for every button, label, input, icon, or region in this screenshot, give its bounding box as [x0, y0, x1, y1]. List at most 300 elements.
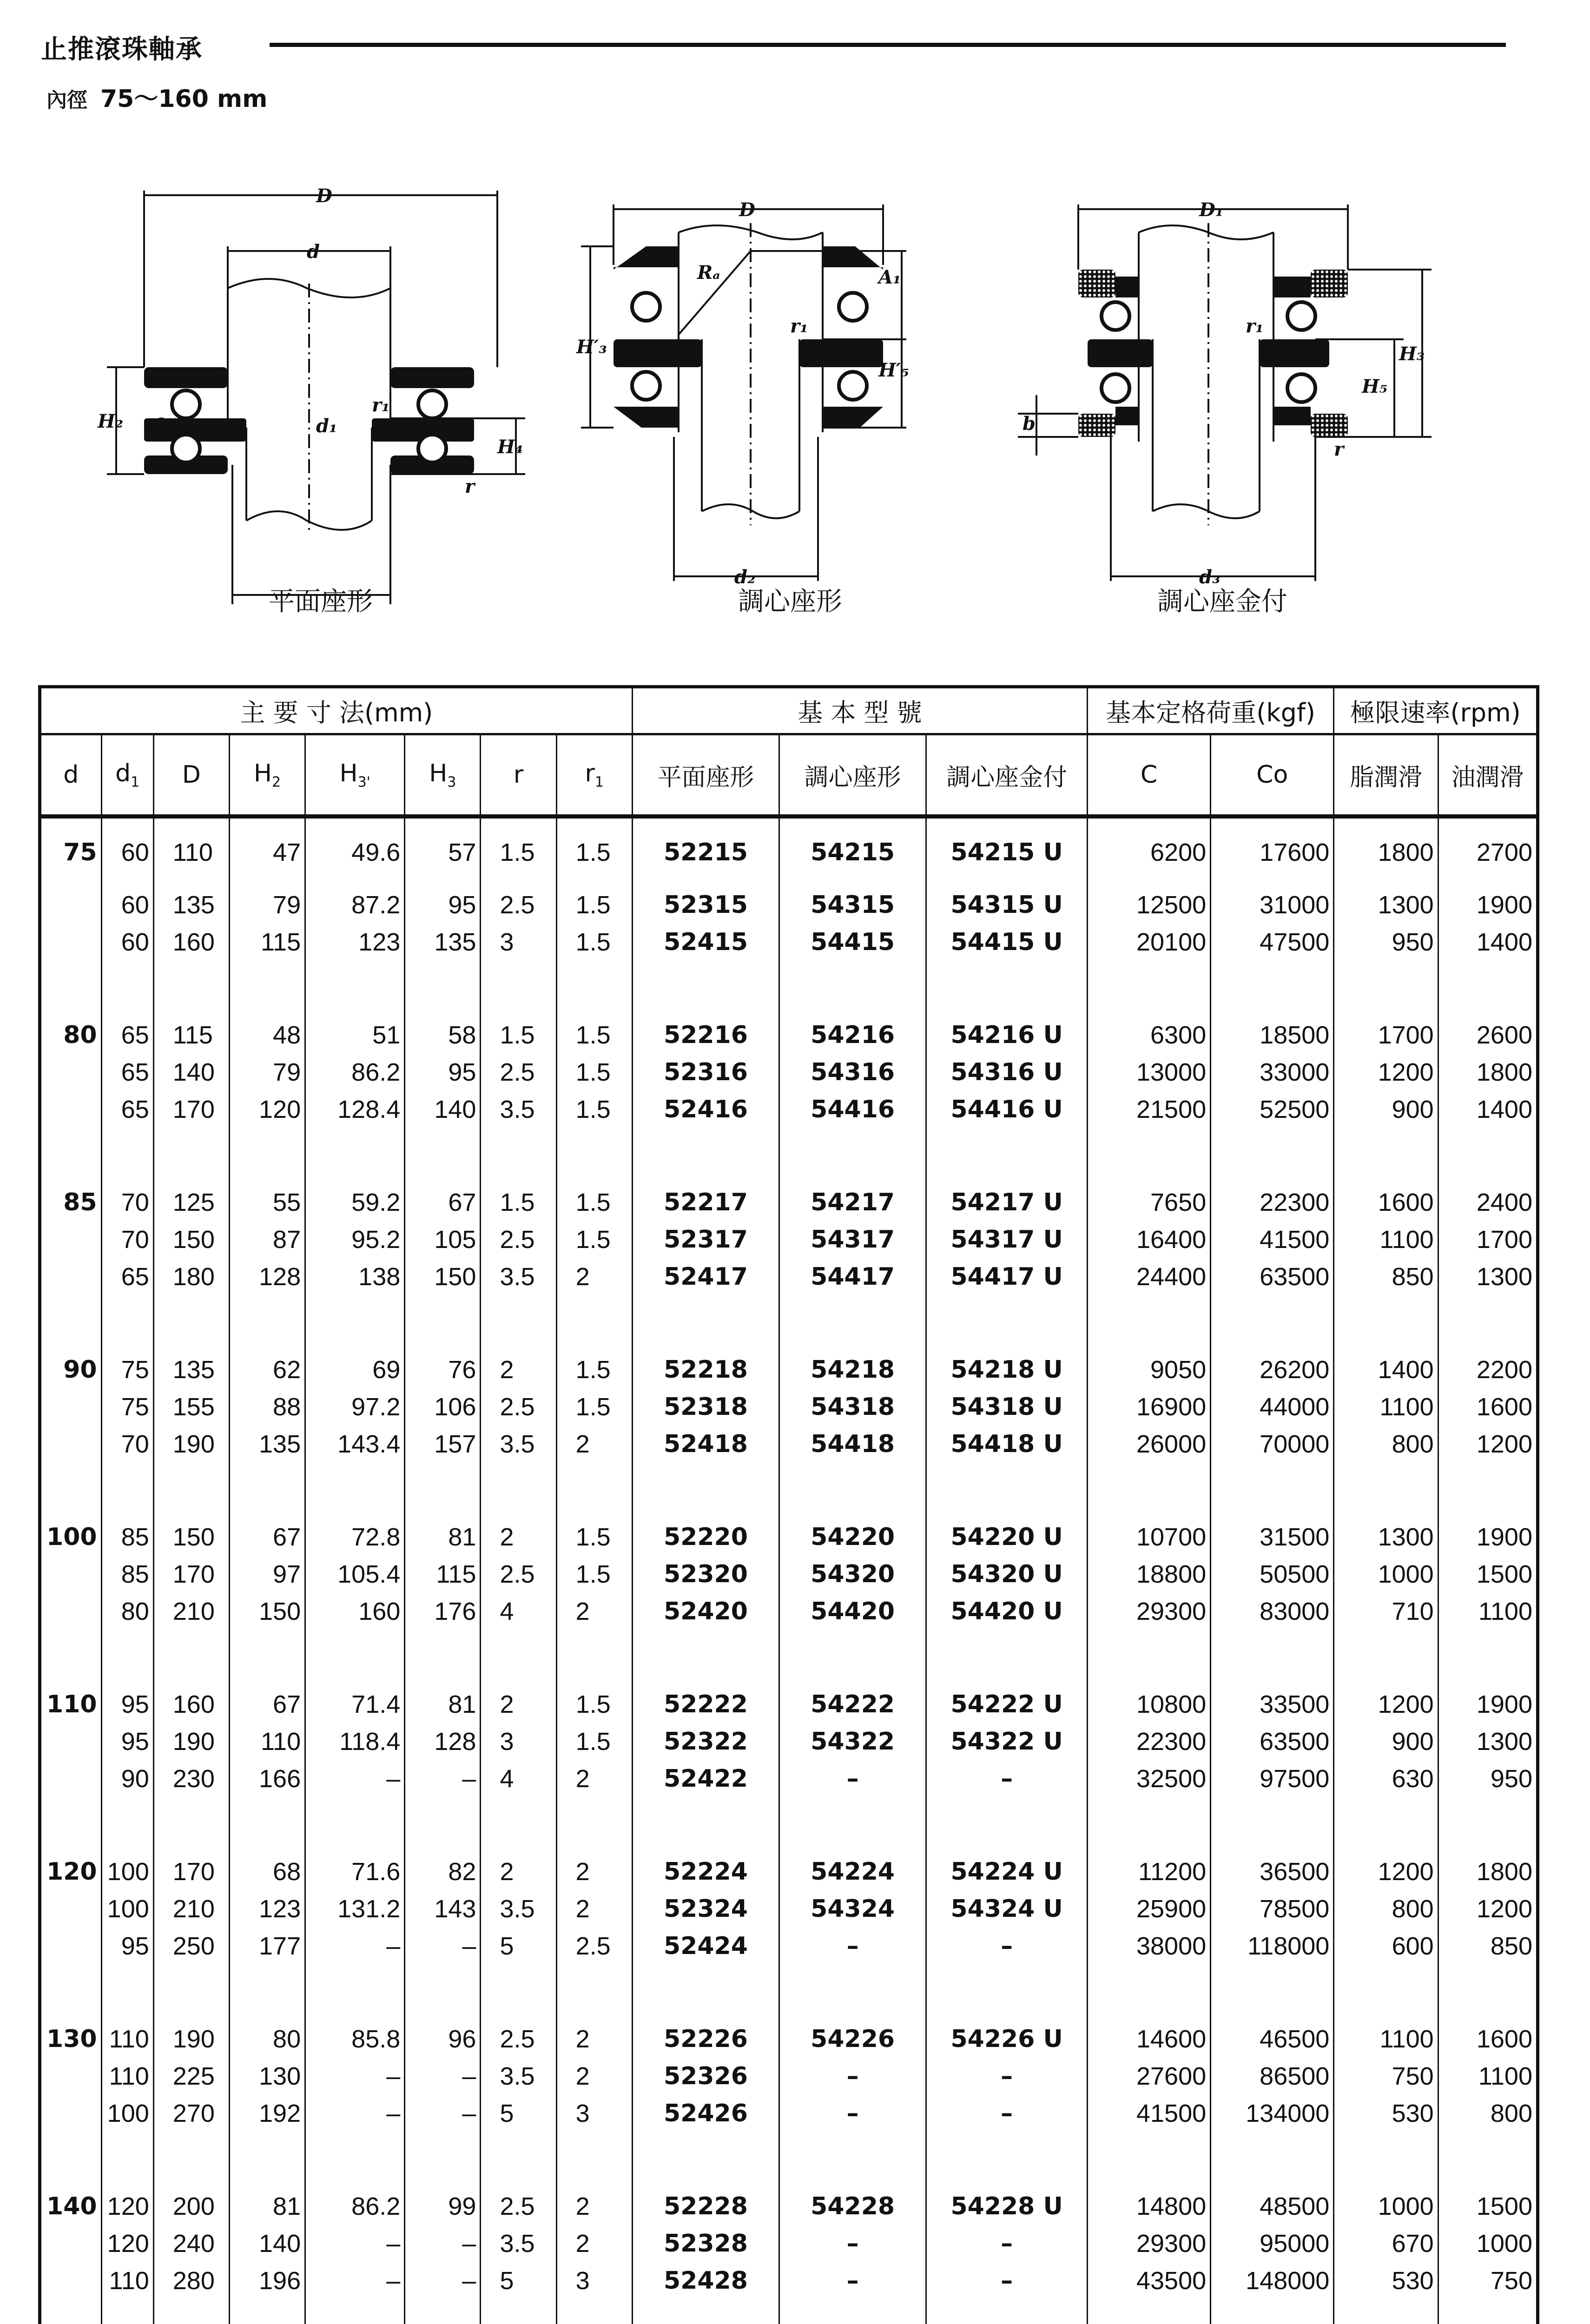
dim-label-D1: D₁ — [1199, 199, 1224, 221]
cell-load-C: 10800 — [1087, 1686, 1210, 1723]
table-row — [40, 2020, 1538, 2058]
cell-r: 1.5 — [481, 817, 556, 886]
cell-load-C: 27600 — [1087, 2058, 1210, 2095]
table-row — [40, 1928, 1538, 1965]
cell-speed-grease: 1100 — [1334, 1221, 1438, 1258]
cell-model-aligning: 54322 — [779, 1723, 926, 1760]
cell-model-flat: 52317 — [632, 1221, 779, 1258]
cell-model-aligning: 54228 — [779, 2188, 926, 2225]
cell-model-flat: 52228 — [632, 2188, 779, 2225]
table-row — [40, 1426, 1538, 1463]
group-spacer — [40, 1965, 1538, 2020]
cell-D: 160 — [153, 1686, 229, 1723]
cell-load-Co: 118000 — [1211, 1928, 1334, 1965]
cell-speed-oil: 1800 — [1438, 1853, 1537, 1890]
cell-r1: 1.5 — [556, 886, 632, 924]
cell-speed-grease: 1200 — [1334, 1054, 1438, 1091]
cell-H3-prime: 86.2 — [305, 1054, 405, 1091]
group-header-dimensions: 主 要 寸 法(mm) — [40, 687, 633, 734]
table-row — [40, 2262, 1538, 2299]
group-spacer — [40, 1463, 1538, 1519]
cell-model-aligning: 54217 — [779, 1184, 926, 1221]
cell-load-Co: 134000 — [1211, 2095, 1334, 2132]
cell-load-C: 10700 — [1087, 1519, 1210, 1556]
cell-D: 135 — [153, 1351, 229, 1388]
cell-model-aligning: 54317 — [779, 1221, 926, 1258]
cell-load-C: 11200 — [1087, 1853, 1210, 1890]
cell-d1: 100 — [101, 1853, 153, 1890]
dim-label-d: d — [307, 241, 320, 263]
cell-load-C: 16400 — [1087, 1221, 1210, 1258]
table-row — [40, 1388, 1538, 1426]
diagram-caption: 調心座金付 — [1157, 587, 1287, 617]
cell-H3-prime: 49.6 — [305, 817, 405, 886]
diagram-flat-seat — [98, 177, 530, 618]
cell-r: 3.5 — [481, 1091, 556, 1128]
cell-H2: 123 — [229, 1890, 305, 1928]
cell-model-flat: 52424 — [632, 1928, 779, 1965]
table-row — [40, 1723, 1538, 1760]
cell-r1: 2 — [556, 2020, 632, 2058]
cell-model-washer: 54316 U — [926, 1054, 1088, 1091]
cell-r: 4 — [481, 1593, 556, 1630]
cell-D: 160 — [153, 924, 229, 961]
cell-r: 1.5 — [481, 1184, 556, 1221]
dim-label-H2: H₂ — [98, 410, 124, 432]
diagram-caption: 調心座形 — [738, 587, 842, 617]
cell-model-aligning: – — [779, 2225, 926, 2262]
cell-H3-prime: 97.2 — [305, 1388, 405, 1426]
cell-d: 80 — [40, 1017, 102, 1054]
cell-d1: 70 — [101, 1426, 153, 1463]
dim-label-r1: r₁ — [372, 394, 390, 416]
cell-speed-oil: 1900 — [1438, 1519, 1537, 1556]
cell-D: 140 — [153, 1054, 229, 1091]
col-oil: 油潤滑 — [1438, 734, 1537, 817]
cell-d — [40, 1890, 102, 1928]
cell-H3: 140 — [405, 1091, 481, 1128]
cell-r: 3.5 — [481, 2058, 556, 2095]
cell-speed-oil: 2700 — [1438, 817, 1537, 886]
cell-H3: – — [405, 2262, 481, 2299]
cell-r1: 1.5 — [556, 1351, 632, 1388]
cell-model-aligning: 54216 — [779, 1017, 926, 1054]
table-row — [40, 1091, 1538, 1128]
cell-H2: 196 — [229, 2262, 305, 2299]
cell-load-Co: 95000 — [1211, 2225, 1334, 2262]
cell-r1: 2 — [556, 1853, 632, 1890]
cell-H2: 67 — [229, 1686, 305, 1723]
cell-H3-prime: – — [305, 1928, 405, 1965]
cell-model-washer: – — [926, 1760, 1088, 1797]
dim-label-d2: d₂ — [734, 566, 756, 588]
cell-load-Co: 22300 — [1211, 1184, 1334, 1221]
table-row — [40, 1853, 1538, 1890]
cell-speed-grease: 710 — [1334, 1593, 1438, 1630]
cell-d — [40, 1054, 102, 1091]
cell-d1: 90 — [101, 1760, 153, 1797]
table-row — [40, 1258, 1538, 1295]
cell-H3-prime: – — [305, 1760, 405, 1797]
table-row — [40, 2225, 1538, 2262]
cell-speed-oil: 1200 — [1438, 1426, 1537, 1463]
cell-d — [40, 2225, 102, 2262]
cell-H3-prime: 128.4 — [305, 1091, 405, 1128]
cell-H3-prime: 69 — [305, 1351, 405, 1388]
cell-load-C: 20100 — [1087, 924, 1210, 961]
cell-H3-prime: – — [305, 2262, 405, 2299]
table-row — [40, 1017, 1538, 1054]
cell-H2: 140 — [229, 2225, 305, 2262]
cell-D: 110 — [153, 817, 229, 886]
cell-d1: 85 — [101, 1556, 153, 1593]
cell-r1: 1.5 — [556, 1017, 632, 1054]
cell-d: 120 — [40, 1853, 102, 1890]
col-d: d — [40, 734, 102, 817]
cell-d1: 110 — [101, 2262, 153, 2299]
cell-model-washer: 54215 U — [926, 817, 1088, 886]
cell-model-aligning: 54320 — [779, 1556, 926, 1593]
cell-model-aligning: 54315 — [779, 886, 926, 924]
cell-model-flat: 52417 — [632, 1258, 779, 1295]
cell-model-washer: 54415 U — [926, 924, 1088, 961]
cell-d — [40, 1258, 102, 1295]
flat-seat-drawing — [98, 177, 530, 539]
cell-H2: 87 — [229, 1221, 305, 1258]
cell-r1: 2.5 — [556, 1928, 632, 1965]
cell-H3: 115 — [405, 1556, 481, 1593]
cell-speed-oil: 1300 — [1438, 1258, 1537, 1295]
cell-speed-oil: 1000 — [1438, 2225, 1537, 2262]
cell-d — [40, 1760, 102, 1797]
cell-load-C: 6200 — [1087, 817, 1210, 886]
cell-load-Co: 33000 — [1211, 1054, 1334, 1091]
cell-H2: 68 — [229, 1853, 305, 1890]
cell-model-flat: 52226 — [632, 2020, 779, 2058]
cell-d — [40, 1723, 102, 1760]
cell-speed-grease: 1800 — [1334, 817, 1438, 886]
dim-label-a: a — [153, 410, 165, 432]
cell-model-flat: 52224 — [632, 1853, 779, 1890]
cell-r: 3.5 — [481, 2225, 556, 2262]
table-row — [40, 1184, 1538, 1221]
cell-model-washer: 54224 U — [926, 1853, 1088, 1890]
col-r1: $r_1$ — [556, 734, 632, 817]
cell-r1: 3 — [556, 2095, 632, 2132]
cell-d — [40, 2262, 102, 2299]
cell-load-C: 16900 — [1087, 1388, 1210, 1426]
col-D: D — [153, 734, 229, 817]
cell-r: 5 — [481, 1928, 556, 1965]
cell-speed-grease: 670 — [1334, 2225, 1438, 2262]
cell-r: 3.5 — [481, 1890, 556, 1928]
table-row — [40, 1760, 1538, 1797]
cell-r: 2 — [481, 1351, 556, 1388]
cell-H3: 176 — [405, 1593, 481, 1630]
cell-d: 100 — [40, 1519, 102, 1556]
cell-d1: 95 — [101, 1723, 153, 1760]
cell-model-flat: 52318 — [632, 1388, 779, 1426]
cell-D: 150 — [153, 1519, 229, 1556]
cell-H3: 95 — [405, 1054, 481, 1091]
dim-label-r1: r₁ — [1246, 315, 1264, 337]
group-header-speed: 極限速率(rpm) — [1334, 687, 1538, 734]
cell-d1: 65 — [101, 1054, 153, 1091]
cell-H3: 128 — [405, 1723, 481, 1760]
cell-model-washer: 54220 U — [926, 1519, 1088, 1556]
cell-d — [40, 886, 102, 924]
cell-H3: 76 — [405, 1351, 481, 1388]
cell-D: 155 — [153, 1388, 229, 1426]
cell-H3: 57 — [405, 817, 481, 886]
cell-r1: 2 — [556, 1760, 632, 1797]
cell-r1: 1.5 — [556, 924, 632, 961]
cell-H3: – — [405, 1928, 481, 1965]
cell-model-aligning: – — [779, 2095, 926, 2132]
cell-d — [40, 1426, 102, 1463]
cell-D: 210 — [153, 1890, 229, 1928]
group-header-model: 基 本 型 號 — [632, 687, 1087, 734]
cell-r1: 2 — [556, 1890, 632, 1928]
cell-model-aligning: 54224 — [779, 1853, 926, 1890]
group-header-load: 基本定格荷重(kgf) — [1087, 687, 1333, 734]
table-row — [40, 2058, 1538, 2095]
page-title: 止推滾珠軸承 — [41, 34, 203, 65]
cell-H2: 97 — [229, 1556, 305, 1593]
cell-r: 2 — [481, 1686, 556, 1723]
cell-model-washer: 54218 U — [926, 1351, 1088, 1388]
cell-model-aligning: 54318 — [779, 1388, 926, 1426]
cell-H3-prime: 71.6 — [305, 1853, 405, 1890]
cell-load-Co: 31000 — [1211, 886, 1334, 924]
cell-load-Co: 44000 — [1211, 1388, 1334, 1426]
cell-model-washer: – — [926, 2262, 1088, 2299]
cell-model-aligning: 54420 — [779, 1593, 926, 1630]
cell-D: 180 — [153, 1258, 229, 1295]
cell-model-flat: 52218 — [632, 1351, 779, 1388]
cell-model-aligning: 54220 — [779, 1519, 926, 1556]
cell-H3: – — [405, 1760, 481, 1797]
cell-load-Co: 26200 — [1211, 1351, 1334, 1388]
cell-speed-grease: 950 — [1334, 924, 1438, 961]
group-spacer — [40, 1128, 1538, 1184]
cell-d: 75 — [40, 817, 102, 886]
cell-model-aligning: – — [779, 2058, 926, 2095]
cell-load-Co: 41500 — [1211, 1221, 1334, 1258]
table-row — [40, 2188, 1538, 2225]
cell-load-C: 25900 — [1087, 1890, 1210, 1928]
cell-H3: – — [405, 2095, 481, 2132]
cell-D: 125 — [153, 1184, 229, 1221]
cell-speed-oil: 950 — [1438, 1760, 1537, 1797]
group-spacer — [40, 1295, 1538, 1351]
cell-r: 4 — [481, 1760, 556, 1797]
cell-model-flat: 52316 — [632, 1054, 779, 1091]
cell-speed-grease: 600 — [1334, 1928, 1438, 1965]
cell-speed-grease: 530 — [1334, 2095, 1438, 2132]
group-header-row — [40, 687, 1538, 734]
cell-r1: 1.5 — [556, 1556, 632, 1593]
cell-load-Co: 52500 — [1211, 1091, 1334, 1128]
cell-speed-grease: 800 — [1334, 1890, 1438, 1928]
cell-speed-oil: 2600 — [1438, 1017, 1537, 1054]
cell-H2: 166 — [229, 1760, 305, 1797]
cell-load-C: 29300 — [1087, 1593, 1210, 1630]
cell-model-washer: 54317 U — [926, 1221, 1088, 1258]
aligning-seat-washer-drawing — [1013, 177, 1432, 588]
cell-H3: 58 — [405, 1017, 481, 1054]
cell-r: 2 — [481, 1853, 556, 1890]
cell-H3-prime: 85.8 — [305, 2020, 405, 2058]
cell-load-Co: 63500 — [1211, 1258, 1334, 1295]
cell-H2: 135 — [229, 1426, 305, 1463]
table-row — [40, 1351, 1538, 1388]
cell-H2: 120 — [229, 1091, 305, 1128]
cell-speed-oil: 1900 — [1438, 1686, 1537, 1723]
cell-speed-grease: 630 — [1334, 1760, 1438, 1797]
cell-D: 170 — [153, 1091, 229, 1128]
cell-load-Co: 46500 — [1211, 2020, 1334, 2058]
cell-load-Co: 86500 — [1211, 2058, 1334, 2095]
cell-d1: 85 — [101, 1519, 153, 1556]
cell-model-aligning: 54324 — [779, 1890, 926, 1928]
cell-r1: 1.5 — [556, 817, 632, 886]
cell-speed-oil: 850 — [1438, 1928, 1537, 1965]
cell-r1: 2 — [556, 1426, 632, 1463]
cell-r: 2.5 — [481, 886, 556, 924]
cell-H3-prime: 138 — [305, 1258, 405, 1295]
dim-label-A1: A₁ — [878, 266, 901, 288]
cell-H2: 150 — [229, 1593, 305, 1630]
cell-D: 280 — [153, 2262, 229, 2299]
cell-r1: 1.5 — [556, 1686, 632, 1723]
cell-d1: 65 — [101, 1017, 153, 1054]
table-row — [40, 1686, 1538, 1723]
cell-speed-grease: 530 — [1334, 2262, 1438, 2299]
cell-model-washer: 54324 U — [926, 1890, 1088, 1928]
cell-H3-prime: 105.4 — [305, 1556, 405, 1593]
bore-range — [46, 79, 267, 114]
cell-d1: 100 — [101, 1890, 153, 1928]
cell-speed-grease: 900 — [1334, 1723, 1438, 1760]
col-Co: Co — [1211, 734, 1334, 817]
cell-load-Co: 18500 — [1211, 1017, 1334, 1054]
col-H3: $H_3$ — [405, 734, 481, 817]
cell-H3-prime: – — [305, 2225, 405, 2262]
col-aligning-seat: 調心座形 — [779, 734, 926, 817]
cell-H2: 130 — [229, 2058, 305, 2095]
table-row — [40, 817, 1538, 886]
cell-d — [40, 1388, 102, 1426]
cell-d1: 95 — [101, 1686, 153, 1723]
cell-load-C: 6300 — [1087, 1017, 1210, 1054]
cell-r: 1.5 — [481, 1017, 556, 1054]
cell-model-aligning: 54218 — [779, 1351, 926, 1388]
cell-load-Co: 78500 — [1211, 1890, 1334, 1928]
cell-d1: 60 — [101, 886, 153, 924]
dim-label-D: D — [316, 185, 332, 207]
cell-d: 85 — [40, 1184, 102, 1221]
cell-H2: 55 — [229, 1184, 305, 1221]
cell-load-C: 43500 — [1087, 2262, 1210, 2299]
cell-model-flat: 52322 — [632, 1723, 779, 1760]
cell-d: 140 — [40, 2188, 102, 2225]
col-grease: 脂潤滑 — [1334, 734, 1438, 817]
cell-speed-grease: 750 — [1334, 2058, 1438, 2095]
cell-load-C: 14800 — [1087, 2188, 1210, 2225]
cell-H3: 95 — [405, 886, 481, 924]
cell-D: 225 — [153, 2058, 229, 2095]
cell-H3-prime: 71.4 — [305, 1686, 405, 1723]
cell-r1: 1.5 — [556, 1388, 632, 1426]
cell-model-flat: 52428 — [632, 2262, 779, 2299]
bore-range-label: 內徑 — [46, 88, 87, 112]
cell-D: 250 — [153, 1928, 229, 1965]
cell-H3-prime: 131.2 — [305, 1890, 405, 1928]
cell-model-washer: 54217 U — [926, 1184, 1088, 1221]
cell-H3-prime: 72.8 — [305, 1519, 405, 1556]
cell-H2: 115 — [229, 924, 305, 961]
dim-label-D: D — [739, 199, 755, 221]
cell-speed-grease: 1300 — [1334, 1519, 1438, 1556]
cell-r: 3.5 — [481, 1258, 556, 1295]
cell-load-C: 9050 — [1087, 1351, 1210, 1388]
cell-H3: 81 — [405, 1519, 481, 1556]
cell-d — [40, 1928, 102, 1965]
cell-H3: 67 — [405, 1184, 481, 1221]
cell-d1: 70 — [101, 1184, 153, 1221]
cell-model-flat: 52324 — [632, 1890, 779, 1928]
cell-model-flat: 52415 — [632, 924, 779, 961]
cell-speed-grease: 1100 — [1334, 2020, 1438, 2058]
cell-d1: 65 — [101, 1091, 153, 1128]
cell-load-C: 38000 — [1087, 1928, 1210, 1965]
cell-d1: 120 — [101, 2188, 153, 2225]
diagram-aligning-seat — [576, 177, 999, 618]
cell-speed-oil: 1100 — [1438, 1593, 1537, 1630]
cell-H3: 99 — [405, 2188, 481, 2225]
cell-model-flat: 52420 — [632, 1593, 779, 1630]
table-row — [40, 1593, 1538, 1630]
cell-load-C: 7650 — [1087, 1184, 1210, 1221]
column-header-row — [40, 734, 1538, 817]
cell-speed-grease: 1600 — [1334, 1184, 1438, 1221]
col-flat-seat: 平面座形 — [632, 734, 779, 817]
cell-d — [40, 1556, 102, 1593]
cell-H3: – — [405, 2058, 481, 2095]
cell-model-washer: 54226 U — [926, 2020, 1088, 2058]
cell-model-washer: 54420 U — [926, 1593, 1088, 1630]
dim-label-Ra: Rₐ — [697, 262, 720, 284]
cell-speed-oil: 1600 — [1438, 2020, 1537, 2058]
cell-load-Co: 36500 — [1211, 1853, 1334, 1890]
cell-load-Co: 50500 — [1211, 1556, 1334, 1593]
cell-r1: 2 — [556, 2188, 632, 2225]
cell-r1: 1.5 — [556, 1723, 632, 1760]
cell-model-washer: – — [926, 2225, 1088, 2262]
cell-model-washer: 54418 U — [926, 1426, 1088, 1463]
cell-speed-grease: 900 — [1334, 1091, 1438, 1128]
table-body — [40, 817, 1538, 2324]
cell-d1: 120 — [101, 2225, 153, 2262]
table-row — [40, 1054, 1538, 1091]
cell-model-washer: 54315 U — [926, 886, 1088, 924]
cell-speed-oil: 1100 — [1438, 2058, 1537, 2095]
cell-load-Co: 47500 — [1211, 924, 1334, 961]
cell-D: 230 — [153, 1760, 229, 1797]
cell-H3-prime: – — [305, 2058, 405, 2095]
cell-r: 2.5 — [481, 2020, 556, 2058]
